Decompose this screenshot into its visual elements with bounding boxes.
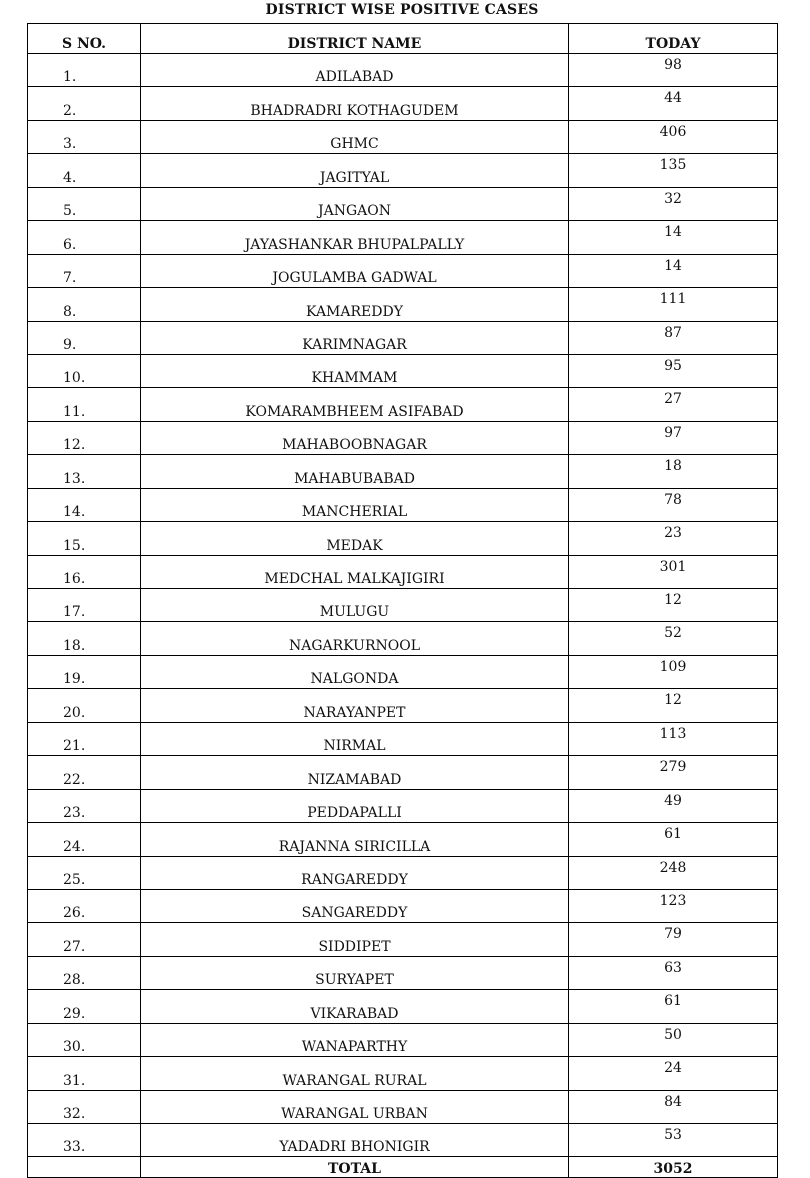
row-sno: 7. [28,254,141,287]
table-row [28,923,778,956]
row-today-value: 95 [569,354,778,387]
row-sno: 4. [28,154,141,187]
row-today-value: 14 [569,254,778,287]
row-sno: 29. [28,990,141,1023]
table-row [28,856,778,889]
row-sno: 6. [28,221,141,254]
table-row [28,254,778,287]
table-row [28,388,778,421]
table-row [28,990,778,1023]
table-row [28,54,778,87]
row-district-name: JOGULAMBA GADWAL [141,254,569,287]
row-district-name: KHAMMAM [141,354,569,387]
row-today-value: 50 [569,1023,778,1056]
row-district-name: MANCHERIAL [141,488,569,521]
row-sno: 1. [28,54,141,87]
row-today-value: 279 [569,756,778,789]
row-district-name: KOMARAMBHEEM ASIFABAD [141,388,569,421]
row-today-value: 44 [569,87,778,120]
row-sno: 12. [28,421,141,454]
row-sno: 32. [28,1090,141,1123]
row-district-name: MAHABUBABAD [141,455,569,488]
row-sno: 8. [28,288,141,321]
district-cases-table [27,23,778,1178]
table-row [28,622,778,655]
table-row [28,154,778,187]
total-label: TOTAL [141,1157,569,1178]
table-row [28,522,778,555]
table-row [28,455,778,488]
total-row [28,1157,778,1178]
table-row [28,1057,778,1090]
row-sno: 27. [28,923,141,956]
column-header-sno: S NO. [28,24,141,54]
row-sno: 15. [28,522,141,555]
row-sno: 9. [28,321,141,354]
row-today-value: 24 [569,1057,778,1090]
row-today-value: 61 [569,990,778,1023]
column-header-district: DISTRICT NAME [141,24,569,54]
table-row [28,1090,778,1123]
page-title: DISTRICT WISE POSITIVE CASES [265,2,539,18]
row-district-name: SIDDIPET [141,923,569,956]
table-row [28,488,778,521]
row-sno: 22. [28,756,141,789]
row-today-value: 111 [569,288,778,321]
table-row [28,1023,778,1056]
row-today-value: 98 [569,54,778,87]
row-today-value: 12 [569,689,778,722]
total-sno-cell [28,1157,141,1178]
row-district-name: NIRMAL [141,722,569,755]
row-sno: 19. [28,655,141,688]
table-row [28,689,778,722]
table-row [28,354,778,387]
row-today-value: 79 [569,923,778,956]
column-header-today: TODAY [569,24,778,54]
table-row [28,87,778,120]
row-district-name: MEDCHAL MALKAJIGIRI [141,555,569,588]
table-row [28,889,778,922]
row-today-value: 32 [569,187,778,220]
row-district-name: MEDAK [141,522,569,555]
row-today-value: 23 [569,522,778,555]
row-today-value: 61 [569,823,778,856]
row-today-value: 135 [569,154,778,187]
table-body [28,54,778,1157]
table-row [28,789,778,822]
row-district-name: WARANGAL RURAL [141,1057,569,1090]
row-today-value: 53 [569,1124,778,1157]
row-district-name: MULUGU [141,589,569,622]
row-district-name: GHMC [141,120,569,153]
row-today-value: 97 [569,421,778,454]
table-row [28,288,778,321]
row-district-name: KAMAREDDY [141,288,569,321]
row-district-name: NARAYANPET [141,689,569,722]
table-row [28,187,778,220]
row-sno: 5. [28,187,141,220]
table-row [28,421,778,454]
row-district-name: BHADRADRI KOTHAGUDEM [141,87,569,120]
row-today-value: 406 [569,120,778,153]
row-sno: 17. [28,589,141,622]
table-row [28,956,778,989]
row-district-name: SURYAPET [141,956,569,989]
row-district-name: VIKARABAD [141,990,569,1023]
row-today-value: 301 [569,555,778,588]
row-sno: 18. [28,622,141,655]
row-district-name: WARANGAL URBAN [141,1090,569,1123]
table-row [28,120,778,153]
row-sno: 10. [28,354,141,387]
row-today-value: 52 [569,622,778,655]
table-row [28,823,778,856]
row-today-value: 123 [569,889,778,922]
row-today-value: 14 [569,221,778,254]
row-district-name: PEDDAPALLI [141,789,569,822]
row-today-value: 78 [569,488,778,521]
row-district-name: JAYASHANKAR BHUPALPALLY [141,221,569,254]
row-today-value: 87 [569,321,778,354]
row-today-value: 63 [569,956,778,989]
row-district-name: SANGAREDDY [141,889,569,922]
row-sno: 21. [28,722,141,755]
row-sno: 26. [28,889,141,922]
row-district-name: YADADRI BHONIGIR [141,1124,569,1157]
row-sno: 23. [28,789,141,822]
row-district-name: NAGARKURNOOL [141,622,569,655]
row-today-value: 113 [569,722,778,755]
row-district-name: ADILABAD [141,54,569,87]
row-district-name: JANGAON [141,187,569,220]
row-sno: 25. [28,856,141,889]
table-row [28,756,778,789]
row-district-name: WANAPARTHY [141,1023,569,1056]
row-district-name: MAHABOOBNAGAR [141,421,569,454]
row-today-value: 27 [569,388,778,421]
row-sno: 13. [28,455,141,488]
row-district-name: RANGAREDDY [141,856,569,889]
row-sno: 2. [28,87,141,120]
row-district-name: NIZAMABAD [141,756,569,789]
row-district-name: NALGONDA [141,655,569,688]
row-today-value: 109 [569,655,778,688]
row-today-value: 84 [569,1090,778,1123]
row-sno: 28. [28,956,141,989]
row-sno: 24. [28,823,141,856]
row-sno: 20. [28,689,141,722]
table-header-row [28,24,778,54]
row-district-name: KARIMNAGAR [141,321,569,354]
table-row [28,1124,778,1157]
row-sno: 30. [28,1023,141,1056]
table-row [28,321,778,354]
row-district-name: JAGITYAL [141,154,569,187]
table-row [28,555,778,588]
row-today-value: 12 [569,589,778,622]
row-sno: 33. [28,1124,141,1157]
row-district-name: RAJANNA SIRICILLA [141,823,569,856]
row-sno: 31. [28,1057,141,1090]
row-sno: 14. [28,488,141,521]
table-row [28,722,778,755]
row-today-value: 49 [569,789,778,822]
row-sno: 16. [28,555,141,588]
row-today-value: 248 [569,856,778,889]
row-sno: 11. [28,388,141,421]
row-sno: 3. [28,120,141,153]
total-value: 3052 [569,1157,778,1178]
table-row [28,589,778,622]
table-row [28,221,778,254]
row-today-value: 18 [569,455,778,488]
table-row [28,655,778,688]
